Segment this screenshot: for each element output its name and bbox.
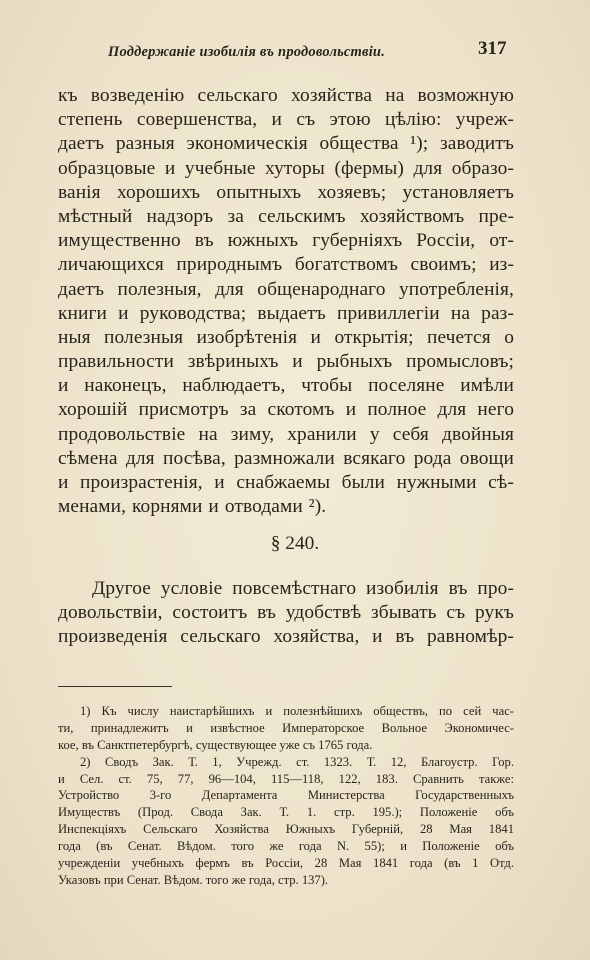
text-line: сѣмена для посѣва, размножали всякаго рода овощи <box>58 447 514 469</box>
footnote-line: 1) Къ числу наистарѣйшихъ и полезнѣйшихъ обществъ, по сей час- <box>80 704 514 718</box>
text-line: ныя полезныя изобрѣтенія и открытія; печется о <box>58 326 514 348</box>
footnote-line: 2) Сводъ Зак. Т. 1, Учрежд. ст. 1323. Т. 12, Благоустр. Гор. <box>80 754 514 769</box>
text-line: личающихся природнымъ богатствомъ своимъ; из- <box>58 254 514 276</box>
footnote-line: кое, въ Санктпетербургѣ, существующее уже съ 1765 года. <box>58 737 373 752</box>
text-line: произведенія сельскаго хозяйства, и въ равномѣр- <box>58 626 514 648</box>
text-line: имущественно въ южныхъ губерніяхъ Россіи, от- <box>58 230 514 252</box>
footnote-line: Имуществъ (Прод. Свода Зак. Т. 1. стр. 195.); Положеніе объ <box>58 805 514 820</box>
footnote-line: года (въ Сенат. Вѣдом. того же года N. 55); и Положеніе объ <box>58 839 514 854</box>
footnote-line: учрежденіи учебныхъ фермъ въ Россіи, 28 Мая 1841 года (въ 1 Отд. <box>58 856 514 871</box>
text-line: образцовые и учебные хуторы (фермы) для образо- <box>58 157 514 179</box>
footnote-divider <box>58 686 172 687</box>
text-line: къ возведенію сельскаго хозяйства на возможную <box>58 85 514 106</box>
text-line: продовольствіе на зиму, хранили у себя двойныя <box>58 423 514 445</box>
footnote-line: Устройство 3-го Департамента Министерства Государственныхъ <box>58 788 514 803</box>
text-line: правильности звѣриныхъ и рыбныхъ промысловъ; <box>58 351 514 373</box>
text-line: Другое условіе повсемѣстнаго изобилія въ про- <box>92 578 514 599</box>
text-line: и произрастенія, и снабжаемы были нужными сѣ- <box>58 472 514 493</box>
text-line: ванія хорошихъ опытныхъ хозяевъ; установляетъ <box>58 181 514 203</box>
text-line: хорошій присмотръ за скотомъ и полное для него <box>58 399 514 421</box>
text-line: и наконецъ, наблюдаетъ, чтобы поселяне имѣли <box>58 375 514 397</box>
paragraph-2 <box>58 577 514 650</box>
text-line: мѣстный надзоръ за сельскимъ хозяйствомъ пре- <box>58 205 514 227</box>
footnote-line: и Сел. ст. 75, 77, 96—104, 115—118, 122, 183. Сравнить также: <box>58 771 514 786</box>
text-line: степень совершенства, и съ этою цѣлію: учреж- <box>58 109 514 131</box>
text-line: менами, корнями и отводами ²). <box>58 496 327 518</box>
section-heading: § 240. <box>270 533 320 554</box>
text-line: книги и руководства; выдаетъ привиллегіи на раз- <box>58 302 514 324</box>
paragraph-1 <box>58 84 514 519</box>
page-number: 317 <box>478 38 507 59</box>
footnote-line: Инспекціяхъ Сельскаго Хозяйства Южныхъ Губерній, 28 Мая 1841 <box>58 822 514 837</box>
footnote-line: ти, принадлежитъ и извѣстное Императорское Вольное Экономичес- <box>58 720 514 735</box>
text-line: даетъ разныя экономическія общества ¹); заводитъ <box>58 133 514 155</box>
footnote-line: Указовъ при Сенат. Вѣдом. того же года, стр. 137). <box>58 872 329 887</box>
text-line: довольствіи, состоитъ въ удобствѣ збывать съ рукъ <box>58 602 514 624</box>
footnotes <box>58 703 514 889</box>
running-head: Поддержаніе изобилія въ продовольствіи. <box>108 44 386 60</box>
text-line: даетъ полезныя, для общенароднаго употребленія, <box>58 278 514 300</box>
page-header <box>0 38 590 66</box>
